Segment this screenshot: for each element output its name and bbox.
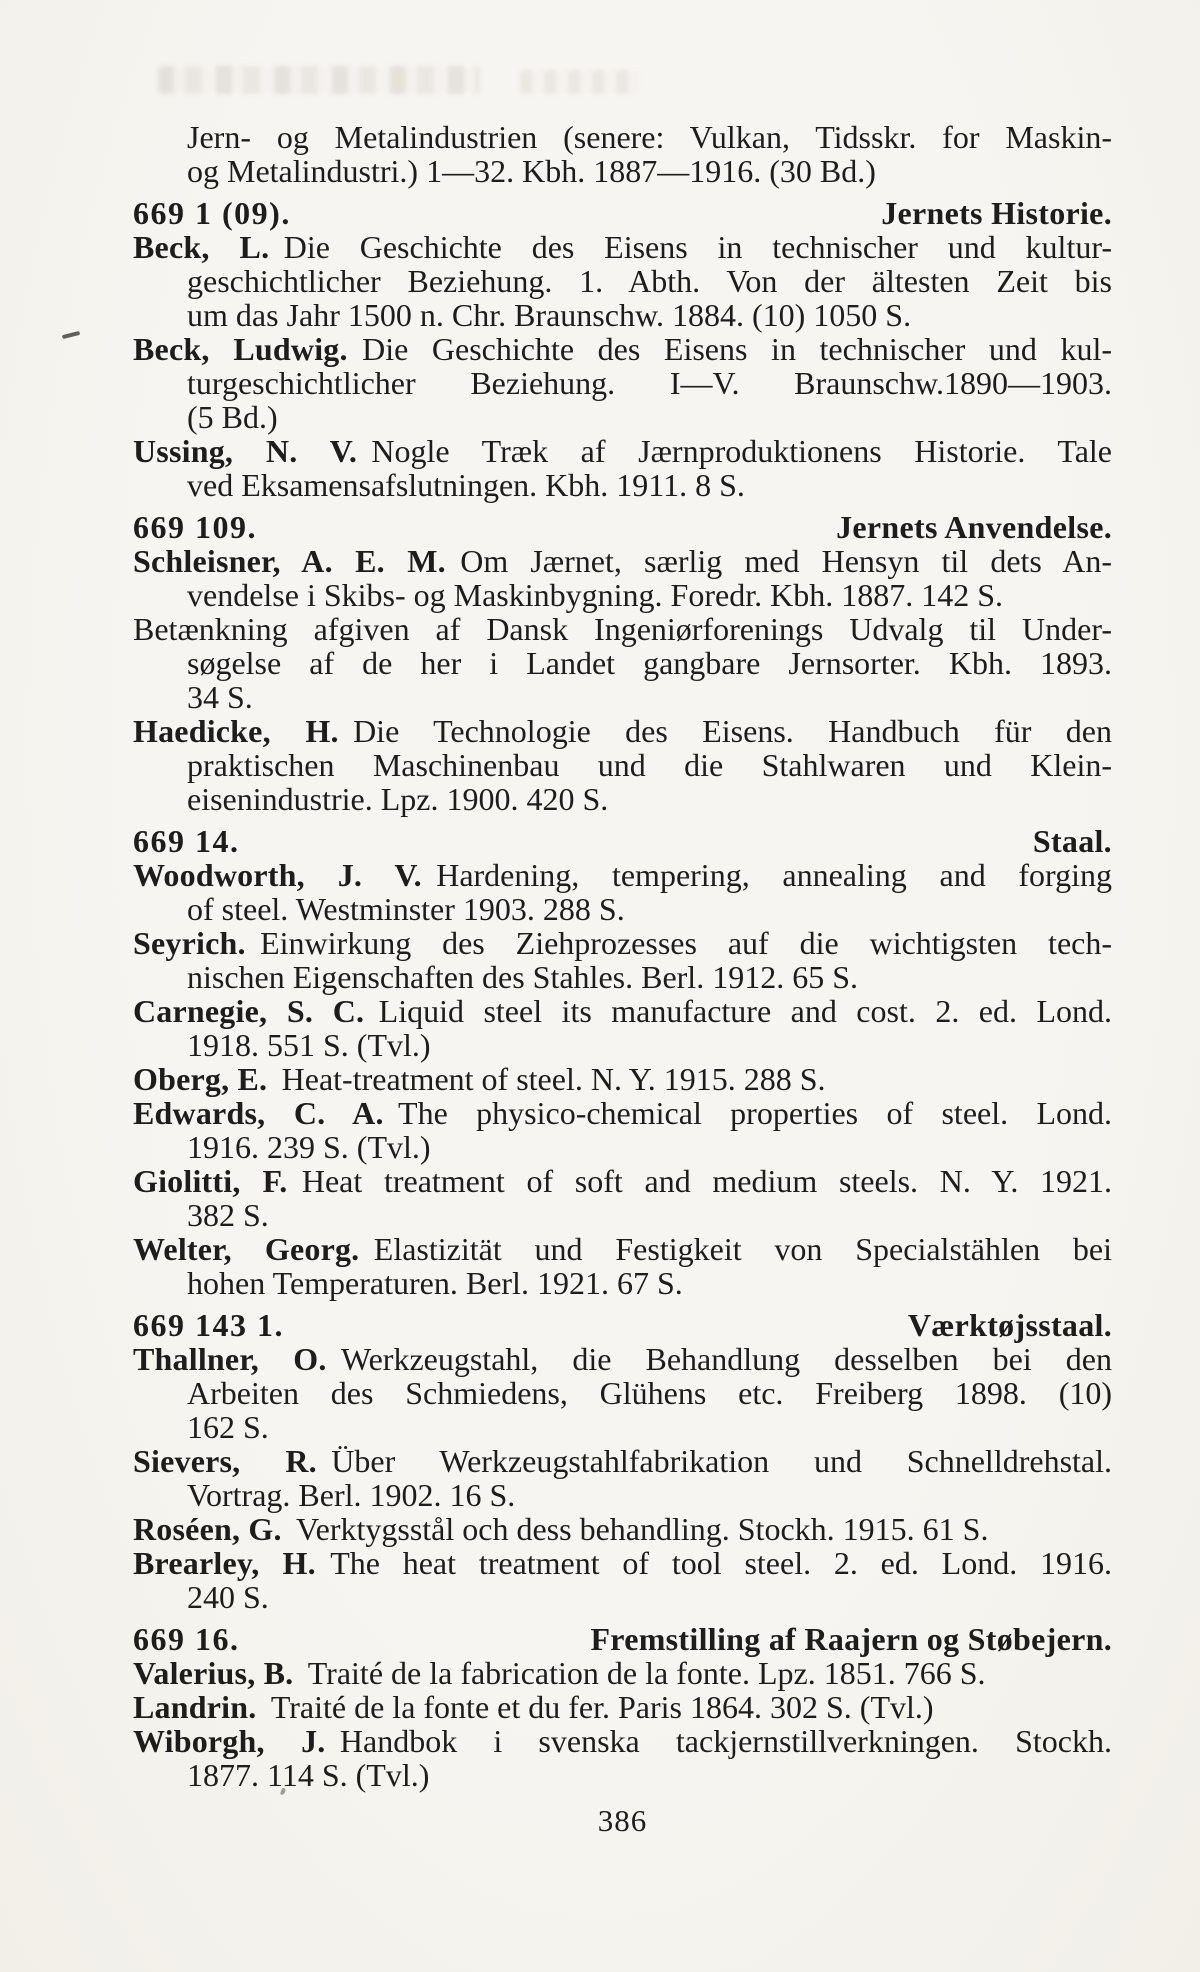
entry-author: Brearley, H.: [133, 1545, 316, 1581]
section-heading: [133, 510, 1112, 544]
entry-line: og Metalindustri.) 1—32. Kbh. 1887—1916. (30 Bd.): [187, 153, 876, 189]
entry-line: nischen Eigenschaften des Stahles. Berl. 1912. 65 S.: [187, 959, 858, 995]
entry-line: [133, 1232, 1112, 1266]
entry-line: [133, 230, 1112, 264]
bibliography-entry: [133, 926, 1112, 994]
entry-line: 1916. 239 S. (Tvl.): [187, 1129, 431, 1165]
entry-author: Valerius, B.: [133, 1655, 294, 1691]
entry-author: Edwards, C. A.: [133, 1095, 384, 1131]
entry-line: 240 S.: [187, 1579, 269, 1615]
entry-author: Woodworth, J. V.: [133, 857, 422, 893]
entry-line: Betænkning afgiven af Dansk Ingeniørforenings Udvalg til Under-: [133, 611, 1112, 647]
entry-text: The heat treatment of tool steel. 2. ed. Lond. 1916.: [330, 1545, 1113, 1581]
bibliography-entry: [133, 1342, 1112, 1444]
entry-author: Carnegie, S. C.: [133, 993, 365, 1029]
entry-line: ved Eksamensafslutningen. Kbh. 1911. 8 S.: [187, 467, 745, 503]
bibliography-entries: [133, 120, 1112, 1792]
entry-line: [133, 1096, 1112, 1130]
entry-line: Jern- og Metalindustrien (senere: Vulkan, Tidsskr. for Maskin-: [187, 119, 1112, 155]
entry-line: [133, 544, 1112, 578]
section-title: Staal.: [1032, 823, 1112, 859]
bibliography-entry: [133, 1690, 1112, 1724]
entry-text: Nogle Træk af Jærnproduktionens Historie. Tale: [371, 433, 1113, 469]
entry-author: Roséen, G.: [133, 1511, 282, 1547]
bibliography-entry: [133, 1724, 1112, 1792]
entry-author: Thallner, O.: [133, 1341, 327, 1377]
bibliography-entry: [133, 544, 1112, 612]
classification-code: 669 109.: [133, 509, 257, 545]
classification-code: 669 16.: [133, 1621, 240, 1657]
entry-line: [133, 1342, 1112, 1376]
entry-line: [133, 1512, 1112, 1546]
entry-line: [133, 1444, 1112, 1478]
entry-line: vendelse i Skibs- og Maskinbygning. Foredr. Kbh. 1887. 142 S.: [187, 577, 1003, 613]
entry-line: Vortrag. Berl. 1902. 16 S.: [187, 1477, 516, 1513]
entry-text: Verktygsstål och dess behandling. Stockh. 1915. 61 S.: [296, 1511, 989, 1547]
bibliography-entry: [133, 434, 1112, 502]
bibliography-entry: [133, 714, 1112, 816]
entry-line: [133, 926, 1112, 960]
entry-author: Welter, Georg.: [133, 1231, 360, 1267]
entry-line: Arbeiten des Schmiedens, Glühens etc. Freiberg 1898. (10): [187, 1375, 1112, 1411]
entry-line: [133, 858, 1112, 892]
classification-code: 669 14.: [133, 823, 240, 859]
bibliography-entry: [133, 858, 1112, 926]
bibliography-entry: [133, 1444, 1112, 1512]
continued-entry: [133, 120, 1112, 188]
entry-line: hohen Temperaturen. Berl. 1921. 67 S.: [187, 1265, 683, 1301]
margin-pencil-tick: [62, 331, 80, 339]
entry-author: Oberg, E.: [133, 1061, 268, 1097]
entry-line: 1918. 551 S. (Tvl.): [187, 1027, 431, 1063]
entry-text: Liquid steel its manufacture and cost. 2. ed. Lond.: [378, 993, 1112, 1029]
entry-author: Haedicke, H.: [133, 713, 339, 749]
entry-line: turgeschichtlicher Beziehung. I—V. Braunschw.1890—1903.: [187, 365, 1112, 401]
entry-line: [133, 332, 1112, 366]
bibliography-entry: [133, 1164, 1112, 1232]
entry-line: [133, 1690, 1112, 1724]
entry-line: 34 S.: [187, 679, 253, 715]
entry-line: søgelse af de her i Landet gangbare Jernsorter. Kbh. 1893.: [187, 645, 1112, 681]
section-heading: [133, 1308, 1112, 1342]
bibliography-entry: [133, 1512, 1112, 1546]
entry-text: Hardening, tempering, annealing and forging: [436, 857, 1113, 893]
entry-line: [133, 1724, 1112, 1758]
entry-author: Ussing, N. V.: [133, 433, 358, 469]
entry-text: Die Geschichte des Eisens in technischer und kul-: [362, 331, 1112, 367]
bibliography-entry: [133, 1062, 1112, 1096]
entry-text: Heat treatment of soft and medium steels. N. Y. 1921.: [301, 1163, 1113, 1199]
entry-author: Giolitti, F.: [133, 1163, 288, 1199]
entry-author: Sievers, R.: [133, 1443, 317, 1479]
bibliography-entry: [133, 1232, 1112, 1300]
entry-text: Traité de la fabrication de la fonte. Lpz. 1851. 766 S.: [307, 1655, 986, 1691]
entry-line: 162 S.: [187, 1409, 269, 1445]
entry-author: Schleisner, A. E. M.: [133, 543, 446, 579]
entry-line: [133, 1546, 1112, 1580]
entry-text: Die Technologie des Eisens. Handbuch für den: [353, 713, 1112, 749]
entry-line: 1877. 114 S. (Tvl.): [187, 1757, 430, 1793]
bibliography-entry: [133, 612, 1112, 714]
entry-line: um das Jahr 1500 n. Chr. Braunschw. 1884. (10) 1050 S.: [187, 297, 912, 333]
section-heading: [133, 196, 1112, 230]
entry-text: Handbok i svenska tackjernstillverkningen. Stockh.: [339, 1723, 1112, 1759]
bibliography-entry: [133, 1546, 1112, 1614]
entry-line: [133, 994, 1112, 1028]
section-title: Fremstilling af Raajern og Støbejern.: [590, 1621, 1112, 1657]
entry-author: Seyrich.: [133, 925, 246, 961]
bibliography-entry: [133, 332, 1112, 434]
entry-line: praktischen Maschinenbau und die Stahlwaren und Klein-: [187, 747, 1112, 783]
entry-line: of steel. Westminster 1903. 288 S.: [187, 891, 625, 927]
print-show-through-smudge: [158, 66, 480, 94]
section-title: Værktøjsstaal.: [907, 1307, 1112, 1343]
entry-line: [133, 714, 1112, 748]
entry-text: Om Jærnet, særlig med Hensyn til dets An-: [460, 543, 1113, 579]
entry-author: Beck, L.: [133, 229, 270, 265]
entry-text: Einwirkung des Ziehprozesses auf die wichtigsten tech-: [260, 925, 1112, 961]
entry-author: Wiborgh, J.: [133, 1723, 326, 1759]
entry-author: Landrin.: [133, 1689, 257, 1725]
entry-text: Heat-treatment of steel. N. Y. 1915. 288 S.: [281, 1061, 826, 1097]
entry-text: The physico-chemical properties of steel. Lond.: [398, 1095, 1112, 1131]
bibliography-entry: [133, 1096, 1112, 1164]
entry-text: Über Werkzeugstahlfabrikation und Schnelldrehstal.: [331, 1443, 1113, 1479]
entry-text: Die Geschichte des Eisens in technischer und kultur-: [283, 229, 1112, 265]
bibliography-entry: [133, 1656, 1112, 1690]
entry-line: [133, 1656, 1112, 1690]
entry-line: [133, 434, 1112, 468]
entry-line: [133, 1164, 1112, 1198]
print-show-through-smudge: [520, 70, 640, 94]
section-title: Jernets Historie.: [881, 195, 1112, 231]
entry-text: Elastizität und Festigkeit von Specialstählen bei: [373, 1231, 1113, 1267]
entry-line: [133, 1062, 1112, 1096]
bibliography-entry: [133, 994, 1112, 1062]
classification-code: 669 1 (09).: [133, 195, 291, 231]
page-number: 386: [597, 1803, 648, 1838]
page-text: [133, 120, 1112, 1838]
classification-code: 669 143 1.: [133, 1307, 284, 1343]
entry-line: (5 Bd.): [187, 399, 278, 435]
entry-line: geschichtlicher Beziehung. 1. Abth. Von der ältesten Zeit bis: [187, 263, 1112, 299]
entry-text: Traité de la fonte et du fer. Paris 1864. 302 S. (Tvl.): [270, 1689, 934, 1725]
section-heading: [133, 1622, 1112, 1656]
bibliography-entry: [133, 230, 1112, 332]
entry-text: Werkzeugstahl, die Behandlung desselben bei den: [340, 1341, 1113, 1377]
section-title: Jernets Anvendelse.: [836, 509, 1112, 545]
entry-author: Beck, Ludwig.: [133, 331, 348, 367]
entry-line: 382 S.: [187, 1197, 269, 1233]
entry-line: eisenindustrie. Lpz. 1900. 420 S.: [187, 781, 609, 817]
section-heading: [133, 824, 1112, 858]
